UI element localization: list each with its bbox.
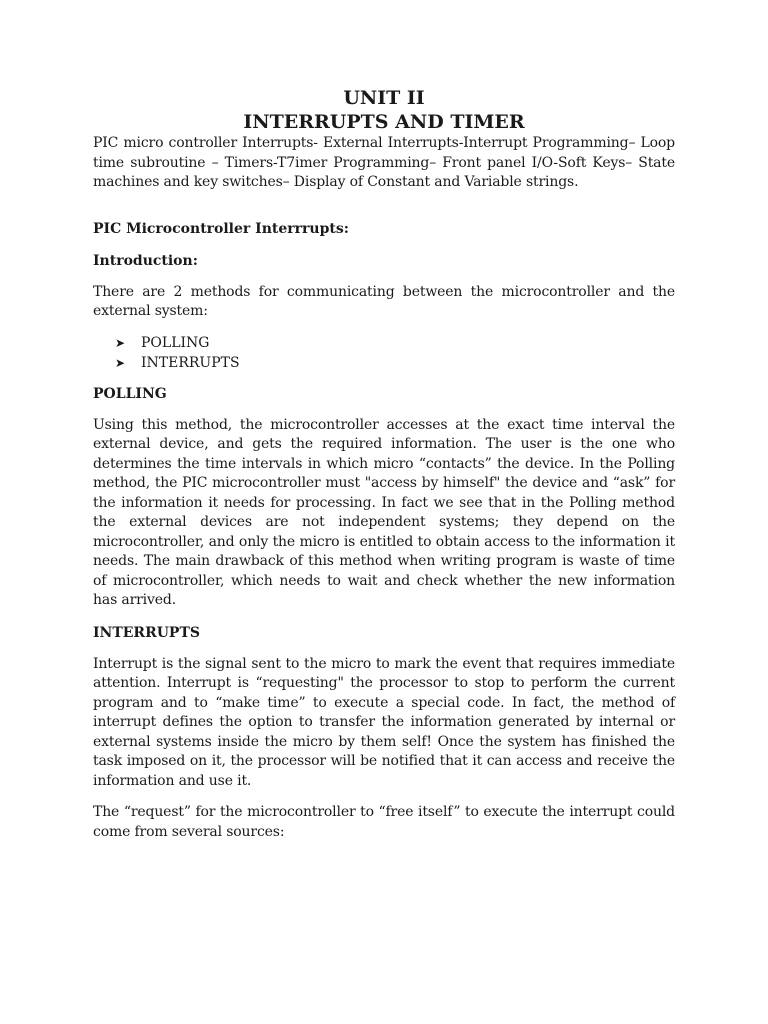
arrow-bullet-icon: ➤ (115, 355, 126, 370)
interrupts-heading: INTERRUPTS (93, 624, 200, 641)
interrupts-text: Interrupt is the signal sent to the micro to mark the event that requires immediate attention. Interrupt is “requesting" the processor to stop to perform the current program and to “make time” to execute a special code. In fact, the method of interrupt defines the option to transfer the information generated by internal or external systems inside the micro by them self! Once the system has finished the task imposed on it, the processor will be notified that it can access and receive the information and use it. (93, 655, 675, 789)
syllabus-text: PIC micro controller Interrupts- External Interrupts-Interrupt Programming– Loop time subroutine – Timers-T7imer Programming– Front panel I/O-Soft Keys– State machines and key switches– Display of Constant and Variable strings. (93, 135, 675, 190)
polling-heading: POLLING (93, 385, 167, 402)
request-text: The “request” for the microcontroller to “free itself” to execute the interrupt could come from several sources: (93, 804, 675, 840)
intro-heading: Introduction: (93, 252, 198, 269)
list-item (93, 353, 675, 373)
bullet-label: POLLING (141, 334, 210, 351)
unit-label: UNIT II (343, 87, 425, 109)
document-page (93, 86, 675, 842)
arrow-bullet-icon: ➤ (115, 335, 126, 350)
methods-list (93, 333, 675, 373)
list-item (93, 333, 675, 353)
page-title: INTERRUPTS AND TIMER (243, 111, 525, 133)
polling-text: Using this method, the microcontroller accesses at the exact time interval the external device, and gets the required information. The user is the one who determines the time intervals in which micro “contacts” the device. In the Polling method, the PIC microcontroller must "access by himself" the device and “ask” for the information it needs for processing. In fact we see that in the Polling method the external devices are not independent systems; they depend on the microcontroller, and only the micro is entitled to obtain access to the information it needs. The main drawback of this method when writing program is waste of time of microcontroller, which needs to wait and check whether the new information has arrived. (93, 416, 675, 608)
section-heading: PIC Microcontroller Interrrupts: (93, 220, 349, 237)
bullet-label: INTERRUPTS (141, 354, 240, 371)
intro-text: There are 2 methods for communicating between the microcontroller and the external system: (93, 283, 675, 319)
